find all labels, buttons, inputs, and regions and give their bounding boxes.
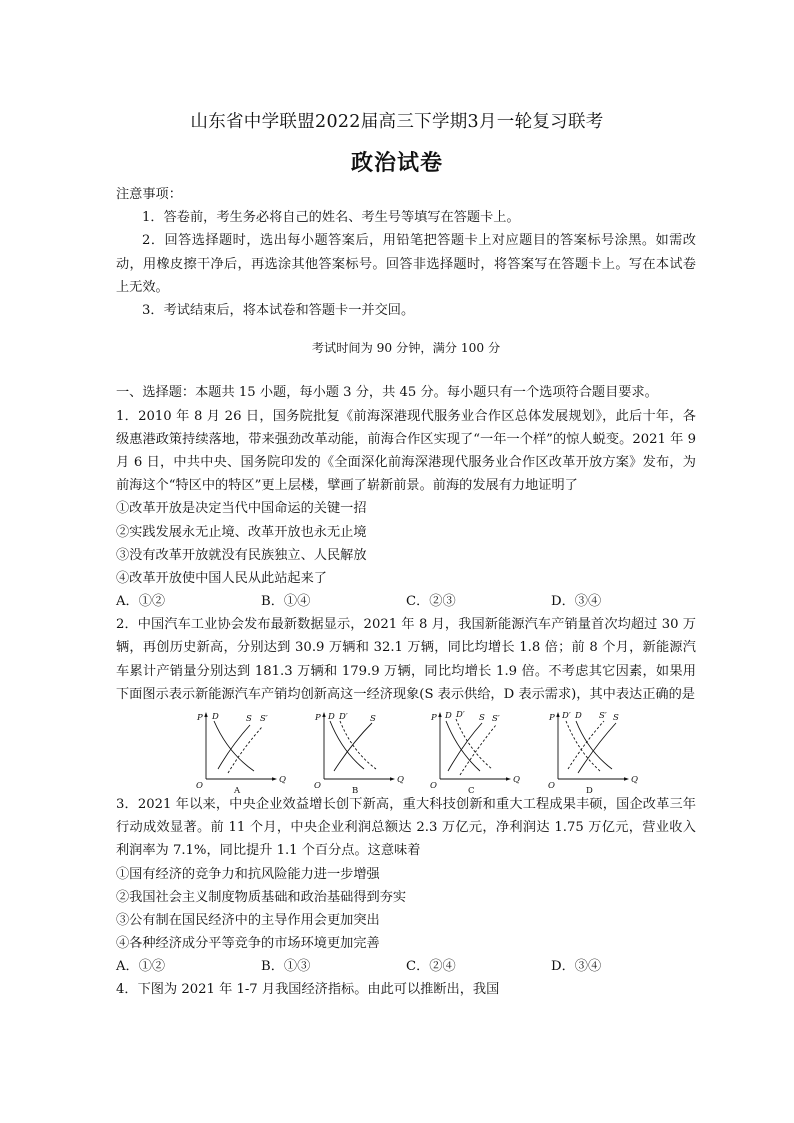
question-1-statement: ②实践发展永无止境、改革开放也永无止境 (116, 524, 367, 540)
curve-label: S′ (599, 711, 607, 722)
notice-item-3: 3．考试结束后，将本试卷和答题卡一并交回。 (142, 303, 415, 319)
axis-p: P (431, 713, 437, 724)
curve-label: S′ (260, 714, 268, 725)
notice-heading: 注意事项： (116, 187, 182, 202)
question-3-statement: ④各种经济成分平等竞争的市场环境更加完善 (116, 936, 380, 952)
curve-label: D′ (456, 710, 465, 721)
curve-label: D′ (562, 711, 571, 722)
axis-p: P (315, 713, 321, 724)
section-heading: 一、选择题：本题共 15 小题，每小题 3 分，共 45 分。每小题只有一个选项符合题目要求。 (116, 385, 658, 401)
curve-label: S (613, 713, 619, 724)
question-1-stem: 1．2010 年 8 月 26 日，国务院批复《前海深港现代服务业合作区总体发展规划》，此后十年，各级惠港政策持续落地，带来强劲改革动能，前海合作区实现了“一年一个样”的惊人蜕变。2021 年 9 月 6 日，中共中央、国务院印发的《全面深化前海深港现代服务业合作区改革开放方案》发布，为前海这个“特区中的特区”更上层楼，擘画了崭新前景。前海的发展有力地证明了 (116, 408, 696, 494)
curve-label: S (479, 713, 485, 724)
option-b[interactable]: B．①④ (261, 594, 311, 610)
notice-item-1: 1．答卷前，考生务必将自己的姓名、考生号等填写在答题卡上。 (142, 210, 520, 226)
origin-label: O (196, 781, 203, 792)
option-c[interactable]: C．②④ (406, 959, 456, 975)
diagram-c[interactable] (422, 709, 542, 797)
axis-q: Q (513, 775, 520, 786)
diagram-label: B (352, 786, 359, 797)
exam-body (116, 183, 696, 1002)
curve-label: D (445, 711, 452, 722)
diagram-b[interactable] (306, 709, 426, 797)
question-1-options (116, 590, 696, 613)
origin-label: O (548, 781, 555, 792)
question-3-options (116, 955, 696, 978)
diagram-label: A (234, 786, 241, 797)
diagram-d[interactable] (540, 709, 660, 797)
curve-label: S (246, 714, 252, 725)
notice-item-2: 2．回答选择题时，选出每小题答案后，用铅笔把答题卡上对应题目的答案标号涂黑。如需改动，用橡皮擦干净后，再选涂其他答案标号。回答非选择题时，将答案写在答题卡上。写在本试卷上无效。 (116, 233, 696, 295)
diagram-label: C (468, 786, 475, 797)
supply-demand-diagrams (116, 709, 696, 797)
question-3-stem: 3．2021 年以来，中央企业效益增长创下新高，重大科技创新和重大工程成果丰硕，国企改革三年行动成效显著。前 11 个月，中央企业利润总额达 2.3 万亿元，净利润达 1.75 万亿元，营业收入利润率为 7.1%，同比提升 1.1 个百分点。这意味着 (116, 797, 696, 859)
option-a[interactable]: A．①② (116, 594, 166, 610)
question-1-statement: ③没有改革开放就没有民族独立、人民解放 (116, 547, 367, 563)
subject-title: 政治试卷 (350, 150, 443, 176)
curve-label: D (575, 711, 582, 722)
question-3-statement: ③公有制在国民经济中的主导作用会更加突出 (116, 913, 380, 929)
option-c[interactable]: C．②③ (406, 594, 456, 610)
curve-label: S (370, 714, 376, 725)
axis-p: P (549, 713, 555, 724)
origin-label: O (430, 781, 437, 792)
curve-label: D′ (339, 712, 348, 723)
option-a[interactable]: A．①② (116, 959, 166, 975)
exam-title: 山东省中学联盟2022届高三下学期3月一轮复习联考 (190, 112, 604, 132)
axis-q: Q (279, 775, 286, 786)
question-4-stem: 4．下图为 2021 年 1-7 月我国经济指标。由此可以推断出，我国 (116, 982, 500, 998)
question-3-statement: ①国有经济的竞争力和抗风险能力进一步增强 (116, 866, 380, 882)
diagram-a[interactable] (188, 709, 308, 797)
option-d[interactable]: D．③④ (551, 959, 602, 975)
curve-label: S′ (492, 714, 500, 725)
axis-q: Q (631, 775, 638, 786)
axis-q: Q (397, 775, 404, 786)
question-1-statement: ④改革开放使中国人民从此站起来了 (116, 571, 327, 587)
question-1-statement: ①改革开放是决定当代中国命运的关键一招 (116, 501, 367, 517)
axis-p: P (197, 713, 203, 724)
question-2-stem: 2．中国汽车工业协会发布最新数据显示，2021 年 8 月，我国新能源汽车产销量首次均超过 30 万辆，再创历史新高，分别达到 30.9 万辆和 32.1 万辆，同比均增长 1.8 倍；前 8 个月，新能源汽车累计产销量分别达到 181.3 万辆和 179.9 万辆，同比均增长 1.9 倍。不考虑其它因素，如果用下面图示表示新能源汽车产销均创新高这一经济现象(S 表示供给，D 表示需求)，其中表达正确的是 (116, 617, 696, 702)
exam-time-info: 考试时间为 90 分钟，满分 100 分 (311, 341, 501, 356)
option-d[interactable]: D．③④ (551, 594, 602, 610)
option-b[interactable]: B．①③ (261, 959, 311, 975)
diagram-label: D (586, 786, 593, 797)
curve-label: D (328, 712, 335, 723)
origin-label: O (314, 781, 321, 792)
question-3-statement: ②我国社会主义制度物质基础和政治基础得到夯实 (116, 889, 407, 905)
curve-label: D (212, 712, 219, 723)
